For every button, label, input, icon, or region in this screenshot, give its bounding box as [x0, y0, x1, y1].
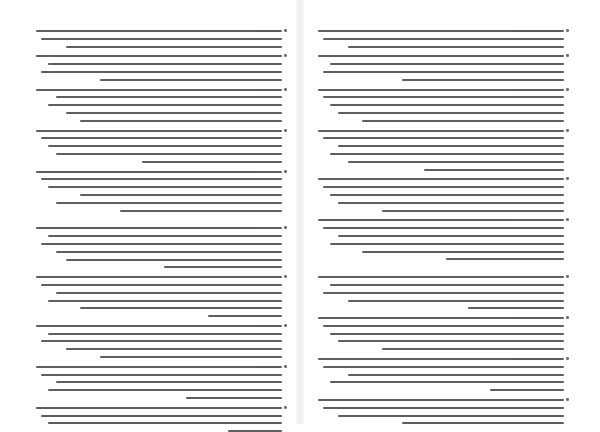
right-paragraph-1	[318, 30, 564, 48]
text-line	[323, 407, 564, 409]
text-line	[66, 259, 282, 261]
text-line	[330, 243, 564, 245]
bullet-dot	[566, 398, 569, 401]
right-paragraph-10	[318, 399, 564, 424]
text-line	[56, 96, 282, 98]
text-line	[323, 366, 564, 368]
text-line	[100, 356, 282, 358]
bullet-dot	[566, 177, 569, 180]
text-line	[402, 79, 564, 81]
bullet-dot	[566, 275, 569, 278]
bullet-dot	[566, 29, 569, 32]
text-line	[323, 292, 564, 294]
text-line	[338, 145, 564, 147]
text-line	[36, 407, 282, 409]
text-line	[41, 71, 282, 73]
right-paragraph-2	[318, 55, 564, 80]
text-line	[48, 333, 282, 335]
text-line	[446, 258, 564, 260]
text-line	[318, 55, 564, 57]
text-line	[318, 89, 564, 91]
text-line	[41, 243, 282, 245]
bullet-dot	[566, 54, 569, 57]
text-line	[424, 169, 564, 171]
text-line	[330, 63, 564, 65]
text-line	[36, 55, 282, 57]
text-line	[338, 340, 564, 342]
text-line	[36, 366, 282, 368]
text-line	[330, 104, 564, 106]
bullet-dot	[284, 88, 287, 91]
text-line	[36, 227, 282, 229]
text-line	[36, 130, 282, 132]
left-page-text-column	[36, 30, 282, 388]
bullet-dot	[566, 129, 569, 132]
right-page	[300, 0, 600, 424]
text-line	[80, 120, 282, 122]
text-line	[164, 266, 282, 268]
text-line	[348, 374, 564, 376]
text-line	[41, 340, 282, 342]
left-paragraph-3	[36, 89, 282, 122]
bullet-dot	[284, 54, 287, 57]
bullet-dot	[284, 365, 287, 368]
text-line	[142, 161, 282, 163]
text-line	[362, 251, 564, 253]
right-paragraph-9	[318, 358, 564, 391]
text-line	[323, 71, 564, 73]
text-line	[48, 104, 282, 106]
text-line	[382, 348, 564, 350]
text-line	[323, 325, 564, 327]
bullet-dot	[566, 218, 569, 221]
text-line	[338, 235, 564, 237]
bullet-dot	[284, 170, 287, 173]
text-line	[41, 137, 282, 139]
left-paragraph-8	[36, 325, 282, 358]
text-line	[48, 63, 282, 65]
text-line	[56, 292, 282, 294]
text-line	[348, 161, 564, 163]
text-line	[490, 389, 564, 391]
text-line	[41, 415, 282, 417]
text-line	[80, 307, 282, 309]
bullet-dot	[284, 129, 287, 132]
text-line	[36, 89, 282, 91]
text-line	[330, 153, 564, 155]
bullet-dot	[566, 88, 569, 91]
right-paragraph-3	[318, 89, 564, 122]
text-line	[318, 219, 564, 221]
bullet-dot	[284, 29, 287, 32]
bullet-dot	[284, 226, 287, 229]
right-paragraph-8	[318, 317, 564, 350]
text-line	[330, 284, 564, 286]
text-line	[48, 300, 282, 302]
text-line	[36, 30, 282, 32]
text-line	[338, 112, 564, 114]
text-line	[318, 276, 564, 278]
page-number	[42, 401, 52, 409]
text-line	[382, 210, 564, 212]
text-line	[41, 374, 282, 376]
bullet-dot	[566, 357, 569, 360]
left-paragraph-4	[36, 130, 282, 163]
bullet-dot	[284, 406, 287, 409]
text-line	[100, 79, 282, 81]
left-page	[0, 0, 300, 424]
left-paragraph-7	[36, 276, 282, 317]
right-paragraph-4	[318, 130, 564, 171]
text-line	[48, 422, 282, 424]
text-line	[323, 96, 564, 98]
left-paragraph-2	[36, 55, 282, 80]
text-line	[318, 130, 564, 132]
text-line	[348, 46, 564, 48]
text-line	[48, 235, 282, 237]
bullet-dot	[284, 324, 287, 327]
text-line	[318, 399, 564, 401]
text-line	[36, 276, 282, 278]
text-line	[56, 381, 282, 383]
text-line	[36, 171, 282, 173]
text-line	[48, 145, 282, 147]
text-line	[323, 137, 564, 139]
text-line	[318, 358, 564, 360]
text-line	[36, 325, 282, 327]
text-line	[56, 251, 282, 253]
left-paragraph-5	[36, 171, 282, 212]
text-line	[323, 227, 564, 229]
right-page-text-column	[318, 30, 564, 388]
text-line	[323, 186, 564, 188]
text-line	[56, 202, 282, 204]
text-line	[120, 210, 282, 212]
text-line	[330, 194, 564, 196]
text-line	[338, 202, 564, 204]
text-line	[338, 415, 564, 417]
text-line	[41, 38, 282, 40]
text-line	[80, 194, 282, 196]
text-line	[66, 348, 282, 350]
text-line	[468, 307, 564, 309]
text-line	[41, 284, 282, 286]
right-paragraph-7	[318, 276, 564, 309]
left-paragraph-9	[36, 366, 282, 399]
text-line	[66, 46, 282, 48]
bullet-dot	[566, 316, 569, 319]
text-line	[48, 389, 282, 391]
text-line	[186, 397, 282, 399]
right-paragraph-5	[318, 178, 564, 211]
left-paragraph-6	[36, 227, 282, 268]
bullet-dot	[284, 275, 287, 278]
text-line	[402, 422, 564, 424]
text-line	[208, 315, 282, 317]
text-line	[330, 381, 564, 383]
text-line	[323, 38, 564, 40]
right-paragraph-6	[318, 219, 564, 260]
text-line	[362, 120, 564, 122]
left-paragraph-10	[36, 407, 282, 432]
text-line	[330, 333, 564, 335]
text-line	[66, 112, 282, 114]
text-line	[318, 178, 564, 180]
text-line	[48, 186, 282, 188]
left-paragraph-1	[36, 30, 282, 48]
text-line	[318, 30, 564, 32]
text-line	[348, 300, 564, 302]
text-line	[41, 178, 282, 180]
text-line	[56, 153, 282, 155]
text-line	[318, 317, 564, 319]
